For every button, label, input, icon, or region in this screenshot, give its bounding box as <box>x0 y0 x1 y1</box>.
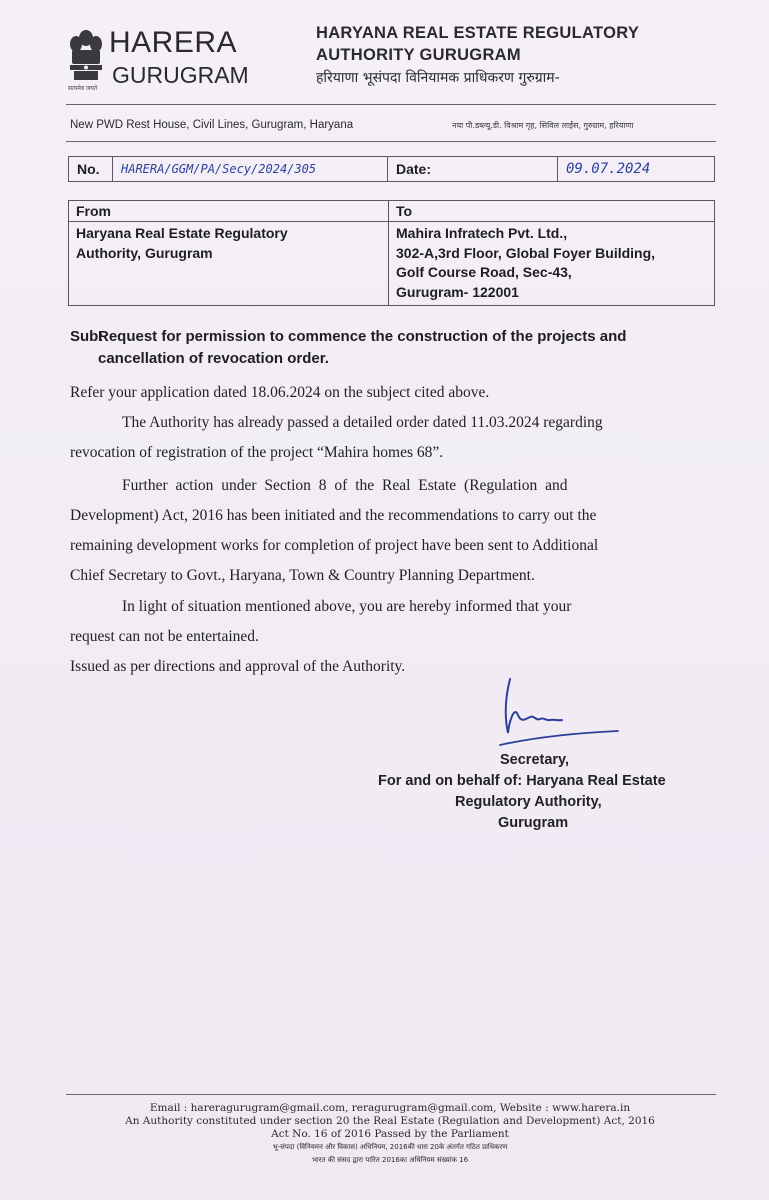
header-divider-bottom <box>66 141 716 142</box>
footer-hindi-line: भू-संपदा (विनियमन और विकास) अधिनियम, 2016की धारा 20के अंतर्गत गठित प्राधिकरण <box>272 1143 508 1151</box>
paragraph-line: request can not be entertained. <box>70 628 259 645</box>
reference-no-value: HARERA/GGM/PA/Secy/2024/305 <box>121 162 317 176</box>
to-address <box>389 222 714 304</box>
signatory-title: Secretary, <box>500 752 570 768</box>
subject-label: Sub: <box>70 328 104 345</box>
from-line: Authority, Gurugram <box>76 244 213 261</box>
from-line: Haryana Real Estate Regulatory <box>76 225 288 241</box>
handwritten-signature <box>496 675 626 755</box>
date-value: 09.07.2024 <box>566 161 651 177</box>
signatory-line: For and on behalf of: Haryana Real Estate <box>378 773 666 789</box>
paragraph-reference: Refer your application dated 18.06.2024 on the subject cited above. <box>70 384 490 401</box>
paragraph-line: Development) Act, 2016 has been initiated and the recommendations to carry out the <box>70 507 597 524</box>
header-divider-top <box>66 104 716 105</box>
address-table <box>68 200 715 306</box>
to-label: To <box>389 201 714 222</box>
paragraph-line: The Authority has already passed a detailed order dated 11.03.2024 regarding <box>122 414 603 431</box>
from-column <box>69 201 389 305</box>
to-line: Mahira Infratech Pvt. Ltd., <box>396 225 568 241</box>
paragraph-line: In light of situation mentioned above, you are hereby informed that your <box>122 598 572 615</box>
footer-contact: Email : hareragurugram@gmail.com, reragurugram@gmail.com, Website : www.harera.in <box>149 1102 631 1114</box>
logo-harera-text: HARERA <box>109 26 238 59</box>
paragraph-line: revocation of registration of the project “Mahira homes 68”. <box>70 444 444 461</box>
footer-act: Act No. 16 of 2016 Passed by the Parliament <box>271 1128 509 1140</box>
office-address-hindi: नया पी.डब्ल्यू.डी. विश्राम गृह, सिविल लाईंस, गुरुग्राम, हरियाणा <box>452 121 634 130</box>
to-line: Golf Course Road, Sec-43, <box>396 264 572 280</box>
office-address: New PWD Rest House, Civil Lines, Gurugram, Haryana <box>70 119 354 131</box>
logo-gurugram-text: GURUGRAM <box>112 62 249 88</box>
emblem-motto: सत्यमेव जयते <box>68 86 98 92</box>
to-column <box>389 201 714 305</box>
paragraph-line: remaining development works for completion of project have been sent to Additional <box>70 537 599 554</box>
subject-line: cancellation of revocation order. <box>98 350 329 367</box>
reference-no-label: No. <box>77 161 100 177</box>
footer <box>70 1102 710 1167</box>
paragraph-issued: Issued as per directions and approval of the Authority. <box>70 658 406 675</box>
paragraph-line: Chief Secretary to Govt., Haryana, Town & Country Planning Department. <box>70 567 535 584</box>
footer-constitution: An Authority constituted under section 20 the Real Estate (Regulation and Development) Act, 2016 <box>125 1115 655 1127</box>
reference-box <box>68 156 715 182</box>
subject-text <box>98 326 738 370</box>
date-label: Date: <box>396 161 432 177</box>
footer-divider <box>66 1094 716 1095</box>
paragraph-text: Further action under Section 8 of the Real Estate (Regulation and <box>122 477 568 494</box>
signature-block <box>378 750 666 834</box>
subject-line: Request for permission to commence the construction of the projects and <box>98 328 627 345</box>
from-label: From <box>69 201 388 222</box>
authority-title-line1: HARYANA REAL ESTATE REGULATORY <box>316 24 640 42</box>
authority-title <box>316 22 639 66</box>
to-line: Gurugram- 122001 <box>396 283 519 300</box>
footer-hindi-line: भारत की संसद द्वारा पारित 2016का अधिनियम संख्यांक 16 <box>311 1156 469 1164</box>
from-address <box>69 222 388 265</box>
authority-title-line2: AUTHORITY GURUGRAM <box>316 46 521 64</box>
to-line: 302-A,3rd Floor, Global Foyer Building, <box>396 244 656 261</box>
authority-title-hindi: हरियाणा भूसंपदा विनियामक प्राधिकरण गुरुग्राम- <box>316 70 560 86</box>
paragraph-line <box>122 477 700 495</box>
signatory-line: Regulatory Authority, <box>455 794 602 810</box>
signatory-line: Gurugram <box>498 815 569 831</box>
state-emblem-icon <box>66 28 106 90</box>
